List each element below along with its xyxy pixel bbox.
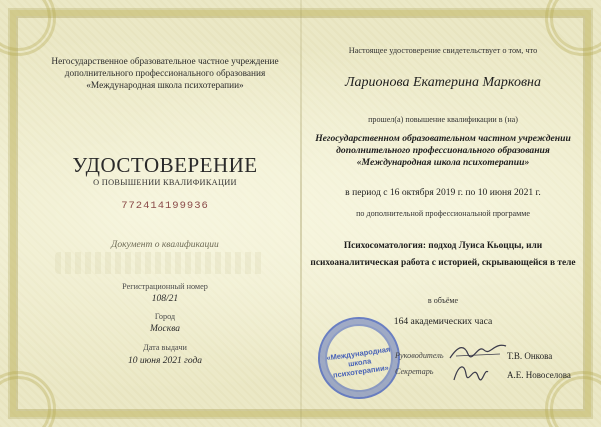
city-label: Город xyxy=(154,312,176,321)
reg-number-label: Регистрационный номер xyxy=(122,282,208,291)
document-subtitle: О ПОВЫШЕНИИ КВАЛИФИКАЦИИ xyxy=(93,178,237,187)
issue-date-value: 10 июня 2021 года xyxy=(127,356,203,366)
watermark-pattern xyxy=(55,252,265,274)
document-number: 772414199936 xyxy=(121,200,209,212)
reg-number-value: 108/21 xyxy=(151,294,179,304)
passed-text: прошел(а) повышение квалификации в (на) xyxy=(368,115,518,124)
page-fold xyxy=(300,0,302,427)
secretary-signature xyxy=(450,358,490,384)
volume-label: в объёме xyxy=(427,296,459,305)
training-period: в период с 16 октября 2019 г. по 10 июня 2021 г. xyxy=(345,187,541,198)
head-role-label: Руководитель xyxy=(395,351,444,360)
certifies-text: Настоящее удостоверение свидетельствует о том, что xyxy=(348,46,538,55)
secretary-name: А.Е. Новоселова xyxy=(507,370,571,380)
issuer-organization: Негосударственное образовательное частное учреждение дополнительного профессионального образования «Международная школа психотерапии» xyxy=(51,57,279,91)
city-value: Москва xyxy=(150,324,180,334)
holder-name: Ларионова Екатерина Марковна xyxy=(345,75,541,90)
volume-value: 164 академических часа xyxy=(393,316,493,327)
document-type: Документ о квалификации xyxy=(111,240,219,250)
document-title: УДОСТОВЕРЕНИЕ xyxy=(72,153,258,177)
stamp-text: «Международная школа психотерапии» xyxy=(325,344,391,380)
training-organization: Негосударственном образовательном частном учреждении дополнительного профессионального образования «Международная школа психотерапии» xyxy=(315,133,571,168)
secretary-role-label: Секретарь xyxy=(395,367,434,376)
program-title: Психосоматология: подход Луиса Кьоццы, или психоаналитическая работа с историей, скрывающейся в теле xyxy=(310,241,576,268)
head-name: Т.В. Онкова xyxy=(507,351,553,361)
program-label: по дополнительной профессиональной программе xyxy=(356,209,530,218)
issue-date-label: Дата выдачи xyxy=(143,343,187,352)
